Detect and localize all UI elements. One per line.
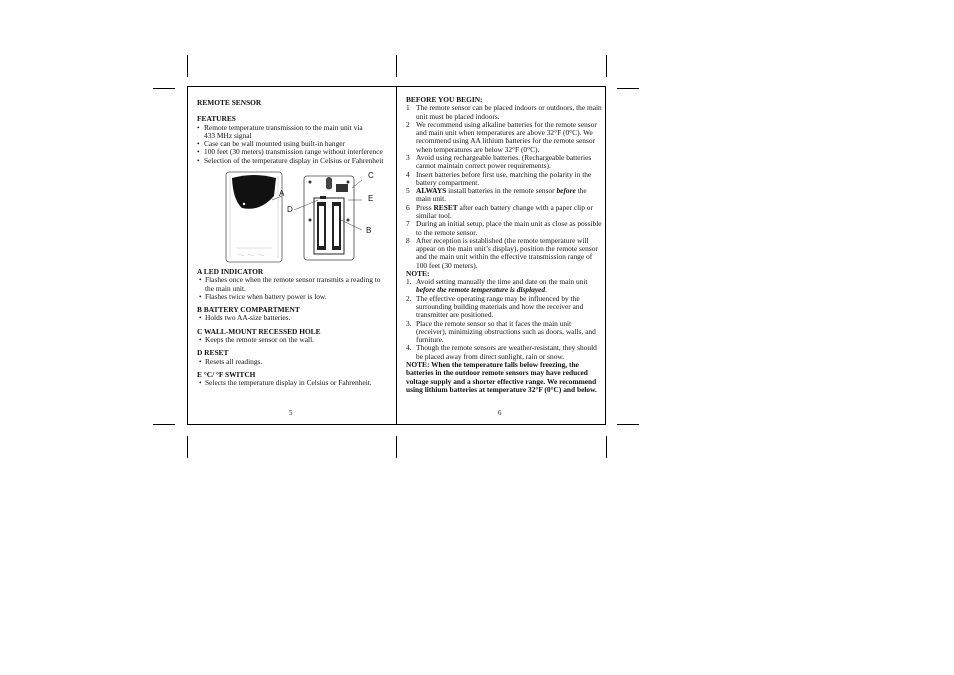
page-number-right: 6 [498,409,502,417]
section-heading: B BATTERY COMPARTMENT [197,305,300,315]
feature-item: • Case can be wall mounted using built-in hanger [197,140,389,148]
feature-item: • Selection of the temperature display in Celsius or Fahrenheit [197,157,389,165]
step-item: 6 Press RESET after each battery change with a paper clip or similar tool. [406,202,593,220]
step-item: 1 The remote sensor can be placed indoors or outdoors, the main unit must be placed indoors. [406,103,602,121]
step-item: 5 ALWAYS install batteries in the remote sensor before the main unit. [406,186,587,204]
freezing-warning: NOTE: When the temperature falls below freezing, the batteries in the outdoor remote sensors may have reduced voltage supply and a shorter effective range. We recommend using lithium batteries at temperature 32°F (0°C) and below. [406,360,597,394]
crop-mark [617,88,639,89]
left-page-content [197,99,389,165]
before-you-begin-heading: BEFORE YOU BEGIN: [406,95,483,104]
feature-item: • 100 feet (30 meters) transmission range without interference [197,148,389,156]
note-heading: NOTE: [406,268,430,278]
section-heading: D RESET [197,348,229,358]
crop-mark [187,55,188,77]
section-item: • Keeps the remote sensor on the wall. [197,336,389,344]
figure-label-a: A [279,189,285,198]
features-list [197,124,389,165]
crop-mark [153,88,175,89]
step-item: 4 Insert batteries before first use, matching the polarity in the battery compartment. [406,169,592,187]
section-heading: E °C/ °F SWITCH [197,369,256,379]
sensor-diagram-svg [222,170,387,265]
note-item: 4. Though the remote sensors are weather-resistant, they should be placed away from direct sunlight, rain or snow. [406,343,597,361]
section-item: • Resets all readings. [197,358,389,366]
section-title: REMOTE SENSOR [197,98,262,107]
section-item: • Holds two AA-size batteries. [197,314,389,322]
right-page-content [406,96,602,394]
led-indicator-icon [243,203,245,205]
crop-mark [606,436,607,458]
celsius-fahrenheit-switch-icon [336,184,348,192]
crop-mark [617,424,639,425]
crop-mark [187,436,188,458]
crop-mark [396,55,397,77]
section-item: • Flashes twice when battery power is low. [197,293,389,301]
step-item: 7 During an initial setup, place the main unit as close as possible to the remote sensor. [406,219,602,237]
note-item: 3. Place the remote sensor so that it faces the main unit (receiver), minimizing obstructions such as doors, walls, and furniture. [406,318,596,345]
step-item: 2 We recommend using alkaline batteries for the remote sensor and main unit when temperatures are above 32°F (0°C). We recommend using AA lithium batteries for the remote sensor when temperatures are below 32°F (0°C). [406,119,597,154]
steps-list [406,104,602,270]
crop-mark [153,424,175,425]
figure-label-c: C [368,171,374,180]
page-number-left: 5 [289,409,293,417]
note-item: 2. The effective operating range may be influenced by the surrounding building materials and how the receiver and transmitter are positioned. [406,293,584,320]
page-divider [396,86,397,425]
step-item: 3 Avoid using rechargeable batteries. (Rechargeable batteries cannot maintain correct power requirements). [406,152,592,171]
figure-label-d: D [287,205,293,214]
section-item: • Selects the temperature display in Celsius or Fahrenheit. [197,379,389,387]
crop-mark [396,436,397,458]
note-item: 1. Avoid setting manually the time and date on the main unit before the remote temperature is displayed. [406,277,588,295]
reset-button-icon [320,196,326,199]
left-page-sections [197,268,389,387]
step-item: 8 After reception is established (the remote temperature will appear on the main unit’s display), position the remote sensor and the main unit within the effective transmission range of 100 feet (30 meters). [406,235,598,270]
feature-item: • Remote temperature transmission to the main unit via 433 MHz signal [197,124,374,141]
sensor-illustration [222,170,387,265]
figure-label-b: B [366,226,372,235]
section-item: • Flashes once when the remote sensor transmits a reading to the main unit. [197,276,389,293]
notes-list [406,278,602,361]
section-heading: A LED INDICATOR [197,267,264,276]
features-heading: FEATURES [197,114,236,124]
crop-mark [606,55,607,77]
wall-mount-hole-icon [326,177,332,190]
figure-label-e: E [368,194,374,203]
section-heading: C WALL-MOUNT RECESSED HOLE [197,326,321,336]
